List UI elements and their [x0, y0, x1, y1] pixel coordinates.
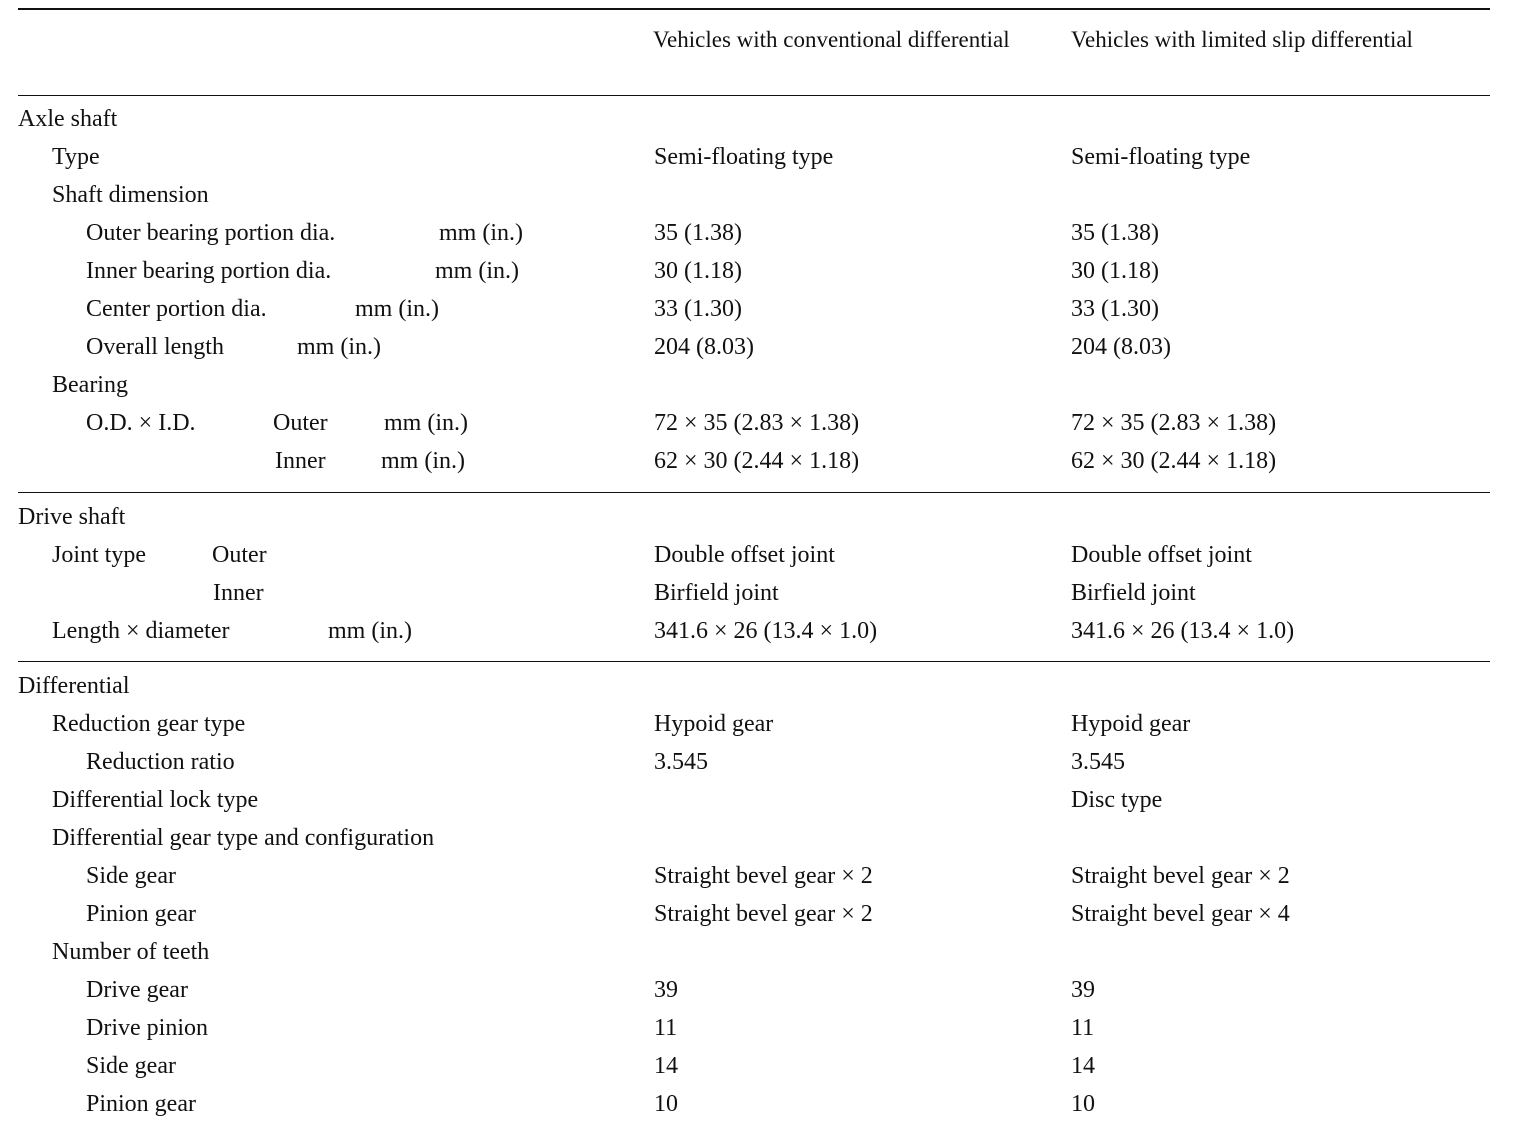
row-label: Shaft dimension — [52, 182, 209, 208]
row-outer-bearing-dia — [0, 214, 1520, 252]
value-limited-slip: Double offset joint — [1071, 542, 1252, 568]
row-label: Joint type — [52, 542, 146, 568]
row-length-diameter — [0, 612, 1520, 650]
row-label: Drive pinion — [86, 1015, 208, 1041]
row-drive-pinion — [0, 1009, 1520, 1047]
row-label: Side gear — [86, 863, 176, 889]
value-conventional: 204 (8.03) — [654, 334, 754, 360]
value-limited-slip: 204 (8.03) — [1071, 334, 1171, 360]
row-overall-length — [0, 328, 1520, 366]
section-drive-shaft — [0, 498, 1520, 536]
value-limited-slip: 30 (1.18) — [1071, 258, 1159, 284]
row-label: Overall length — [86, 334, 224, 360]
section-label: Drive shaft — [18, 504, 126, 530]
row-pinion-gear-type — [0, 895, 1520, 933]
header-rule — [18, 95, 1490, 96]
unit-label: mm (in.) — [297, 334, 381, 360]
row-label: Drive gear — [86, 977, 188, 1003]
row-label: Outer bearing portion dia. — [86, 220, 336, 246]
sub-label: Outer — [273, 410, 328, 436]
header-conventional: Vehicles with conventional differential — [653, 27, 1010, 52]
section-rule — [18, 661, 1490, 662]
value-limited-slip: Hypoid gear — [1071, 711, 1191, 737]
value-conventional: 33 (1.30) — [654, 296, 742, 322]
value-limited-slip: Semi-floating type — [1071, 144, 1251, 170]
sub-label: Inner — [213, 580, 264, 606]
row-label: Pinion gear — [86, 1091, 196, 1117]
section-rule — [18, 492, 1490, 493]
value-limited-slip: 14 — [1071, 1053, 1095, 1079]
value-conventional: Straight bevel gear × 2 — [654, 901, 873, 927]
value-conventional: 3.545 — [654, 749, 708, 775]
value-limited-slip: 39 — [1071, 977, 1095, 1003]
sub-label: Inner — [275, 448, 326, 474]
section-label: Differential — [18, 673, 130, 699]
value-limited-slip: Disc type — [1071, 787, 1163, 813]
row-reduction-ratio — [0, 743, 1520, 781]
section-label: Axle shaft — [18, 106, 118, 132]
row-reduction-gear-type — [0, 705, 1520, 743]
row-shaft-dimension — [0, 176, 1520, 214]
row-axle-type — [0, 138, 1520, 176]
row-side-gear-teeth — [0, 1047, 1520, 1085]
row-number-of-teeth — [0, 933, 1520, 971]
value-limited-slip: 10 — [1071, 1091, 1095, 1117]
row-label: Center portion dia. — [86, 296, 267, 322]
value-conventional: 14 — [654, 1053, 678, 1079]
value-conventional: 341.6 × 26 (13.4 × 1.0) — [654, 618, 878, 644]
row-label: Reduction ratio — [86, 749, 235, 775]
value-conventional: 30 (1.18) — [654, 258, 742, 284]
row-label: Side gear — [86, 1053, 176, 1079]
top-rule — [18, 8, 1490, 10]
unit-label: mm (in.) — [355, 296, 439, 322]
section-differential — [0, 667, 1520, 705]
value-conventional: Semi-floating type — [654, 144, 834, 170]
unit-label: mm (in.) — [328, 618, 412, 644]
row-bearing — [0, 366, 1520, 404]
section-axle-shaft — [0, 100, 1520, 138]
row-label: Differential gear type and configuration — [52, 825, 435, 851]
value-conventional: 35 (1.38) — [654, 220, 742, 246]
row-diff-lock-type — [0, 781, 1520, 819]
row-joint-inner — [0, 574, 1520, 612]
row-joint-outer — [0, 536, 1520, 574]
value-limited-slip: 3.545 — [1071, 749, 1125, 775]
value-limited-slip: Straight bevel gear × 4 — [1071, 901, 1290, 927]
value-conventional: Birfield joint — [654, 580, 779, 606]
row-label: Pinion gear — [86, 901, 196, 927]
row-drive-gear — [0, 971, 1520, 1009]
value-conventional: 11 — [654, 1015, 678, 1041]
value-conventional: Straight bevel gear × 2 — [654, 863, 873, 889]
value-limited-slip: 33 (1.30) — [1071, 296, 1159, 322]
value-conventional: Hypoid gear — [654, 711, 774, 737]
row-label: Reduction gear type — [52, 711, 246, 737]
header-limited-slip: Vehicles with limited slip differential — [1071, 27, 1413, 52]
row-label: Differential lock type — [52, 787, 259, 813]
row-inner-bearing-dia — [0, 252, 1520, 290]
value-conventional: 10 — [654, 1091, 678, 1117]
row-label: Type — [52, 144, 100, 170]
value-limited-slip: 11 — [1071, 1015, 1095, 1041]
row-label: Length × diameter — [52, 618, 230, 644]
row-bearing-outer — [0, 404, 1520, 442]
row-label: Inner bearing portion dia. — [86, 258, 332, 284]
row-bearing-inner — [0, 442, 1520, 480]
value-conventional: 72 × 35 (2.83 × 1.38) — [654, 410, 860, 436]
row-diff-gear-config — [0, 819, 1520, 857]
value-limited-slip: 62 × 30 (2.44 × 1.18) — [1071, 448, 1277, 474]
value-limited-slip: Birfield joint — [1071, 580, 1196, 606]
unit-label: mm (in.) — [381, 448, 465, 474]
value-conventional: Double offset joint — [654, 542, 835, 568]
row-side-gear-type — [0, 857, 1520, 895]
unit-label: mm (in.) — [439, 220, 523, 246]
row-center-portion-dia — [0, 290, 1520, 328]
unit-label: mm (in.) — [384, 410, 468, 436]
row-label: Number of teeth — [52, 939, 210, 965]
value-limited-slip: Straight bevel gear × 2 — [1071, 863, 1290, 889]
value-conventional: 62 × 30 (2.44 × 1.18) — [654, 448, 860, 474]
value-conventional: 39 — [654, 977, 678, 1003]
unit-label: mm (in.) — [435, 258, 519, 284]
sub-label: Outer — [212, 542, 267, 568]
row-label: Bearing — [52, 372, 128, 398]
value-limited-slip: 341.6 × 26 (13.4 × 1.0) — [1071, 618, 1295, 644]
value-limited-slip: 72 × 35 (2.83 × 1.38) — [1071, 410, 1277, 436]
value-limited-slip: 35 (1.38) — [1071, 220, 1159, 246]
row-pinion-gear-teeth — [0, 1085, 1520, 1123]
row-label: O.D. × I.D. — [86, 410, 196, 436]
